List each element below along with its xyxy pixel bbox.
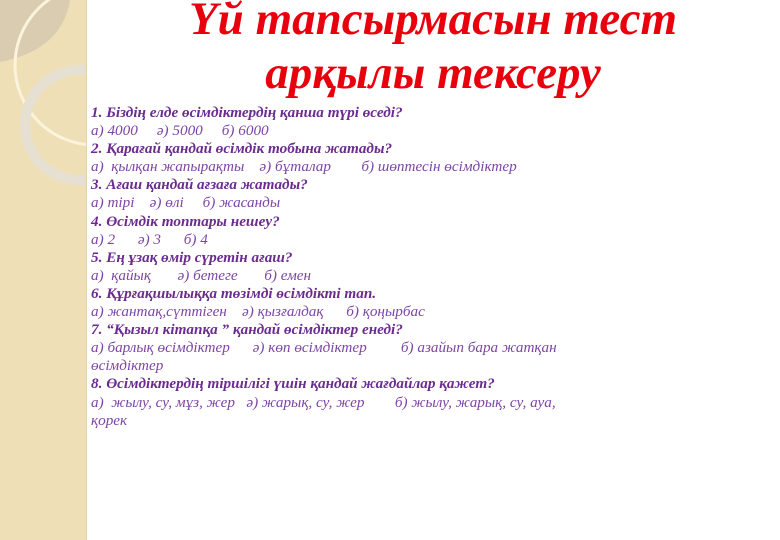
decorative-circles: [0, 0, 86, 540]
slide-title: [86, 0, 780, 100]
question-3: 3. Ағаш қандай ағзаға жатады?: [91, 176, 308, 194]
answer-options-5: а) қайық ә) бетеге б) емен: [91, 266, 312, 284]
answer-options-1: а) 4000 ә) 5000 б) 6000: [91, 122, 269, 140]
question-7: 7. “Қызыл кітапқа ” қандай өсімдіктер енеді?: [91, 321, 403, 339]
title-line-1: Үй тапсырмасын тест: [188, 0, 678, 45]
answer-options-2: а) қылқан жапырақты ә) бұталар б) шөптесін өсімдіктер: [91, 158, 517, 176]
quiz-list: [91, 104, 771, 430]
answer-options-4: а) 2 ә) 3 б) 4: [91, 230, 208, 248]
decorative-side-strip: [0, 0, 87, 540]
answer-options-6: а) жантақ,сүттіген ә) қызғалдақ б) қоңырбас: [91, 303, 425, 321]
question-5: 5. Ең ұзақ өмір сүретін ағаш?: [91, 248, 293, 266]
question-6: 6. Құрғақшылыққа төзімді өсімдікті тап.: [91, 284, 377, 302]
question-1: 1. Біздің елде өсімдіктердің қанша түрі өседі?: [91, 104, 403, 121]
answer-options-7: өсімдіктер: [91, 357, 164, 375]
answer-options-7: а) барлық өсімдіктер ә) көп өсімдіктер б) азайып бара жатқан: [91, 339, 557, 357]
answer-options-3: а) тірі ә) өлі б) жасанды: [91, 194, 281, 212]
title-line-2: арқылы тексеру: [265, 47, 601, 99]
question-8: 8. Өсімдіктердің тіршілігі үшін қандай жағдайлар қажет?: [91, 375, 495, 393]
answer-options-8: а) жылу, су, мұз, жер ә) жарық, су, жер б) жылу, жарық, су, ауа,: [91, 393, 556, 411]
answer-options-8: қорек: [91, 411, 128, 429]
question-2: 2. Қарағай қандай өсімдік тобына жатады?: [91, 140, 393, 158]
question-4: 4. Өсімдік топтары нешеу?: [91, 212, 280, 230]
